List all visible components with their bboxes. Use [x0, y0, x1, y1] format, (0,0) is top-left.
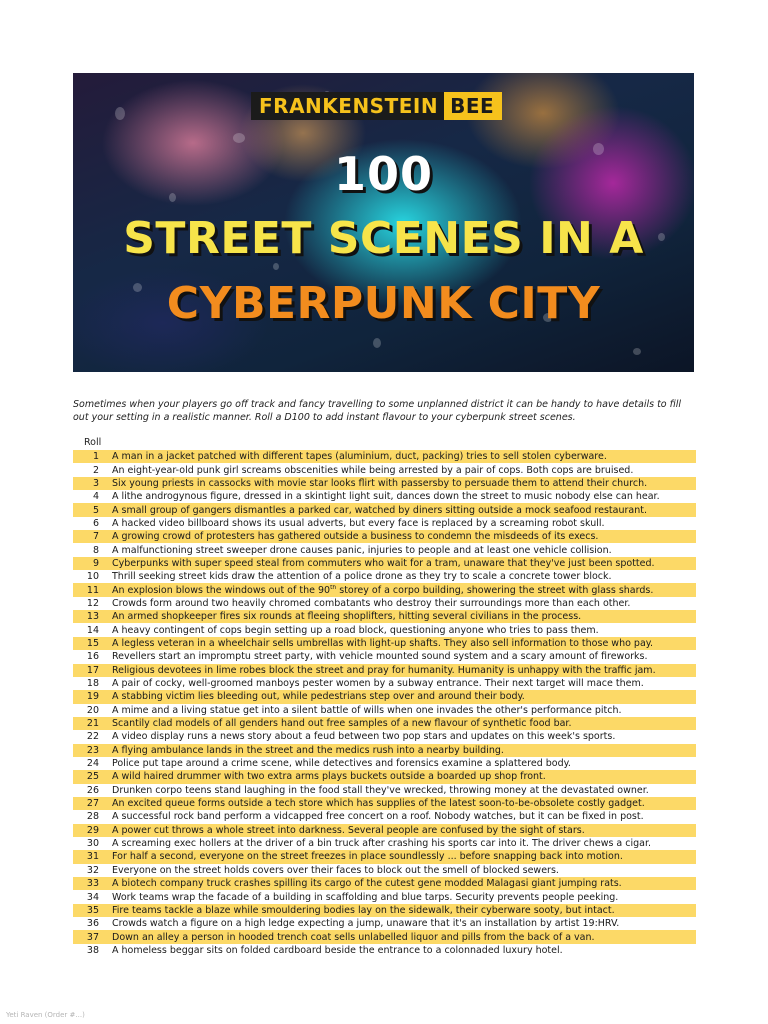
table-row — [73, 930, 696, 943]
table-row — [73, 730, 696, 743]
roll-number: 31 — [86, 851, 99, 863]
table-row — [73, 890, 696, 903]
table-row — [73, 517, 696, 530]
ordinal-suffix: th — [330, 584, 337, 591]
scene-description: Down an alley a person in hooded trench coat sells unlabelled liquor and pills from the back of a van. — [112, 931, 595, 943]
table-row — [73, 543, 696, 556]
scene-description: Crowds form around two heavily chromed combatants who destroy their surroundings more than each other. — [112, 597, 631, 609]
roll-number: 26 — [86, 784, 99, 796]
scene-description: Thrill seeking street kids draw the attention of a police drone as they try to scale a concrete tower block. — [112, 571, 612, 583]
table-row — [73, 797, 696, 810]
intro-paragraph: Sometimes when your players go off track and fancy travelling to some unplanned district it can be handy to have details to fill out your setting in a realistic manner. Roll a D100 to add instant flavour to your cyberpunk street scenes. — [73, 399, 682, 423]
brand-logo-right: BEE — [444, 92, 502, 120]
roll-number: 29 — [86, 824, 99, 836]
scene-description: Six young priests in cassocks with movie star looks flirt with passersby to persuade them to attend their church. — [112, 477, 648, 489]
roll-number: 10 — [86, 571, 99, 583]
raindrop — [233, 133, 245, 143]
scene-text-part: storey of a corpo building, showering the street with glass shards. — [336, 584, 654, 596]
scene-description: Everyone on the street holds covers over their faces to block out the smell of blocked sewers. — [112, 864, 559, 876]
scene-description: A lithe androgynous figure, dressed in a skintight light suit, dances down the street to music nobody else can hear. — [112, 491, 660, 503]
scene-description: A video display runs a news story about a feud between two pop stars and updates on this week's sports. — [112, 731, 616, 743]
scene-description: A flying ambulance lands in the street and the medics rush into a nearby building. — [112, 744, 504, 756]
roll-number: 9 — [92, 557, 99, 569]
brand-logo-left: FRANKENSTEIN — [251, 92, 444, 120]
roll-number: 24 — [86, 758, 99, 770]
table-row — [73, 824, 696, 837]
scene-description: Drunken corpo teens stand laughing in the food stall they've wrecked, throwing money at the devastated owner. — [112, 784, 649, 796]
roll-number: 12 — [86, 597, 99, 609]
table-row — [73, 757, 696, 770]
scene-description: An excited queue forms outside a tech store which has supplies of the latest soon-to-be-obsolete costly gadget. — [112, 798, 645, 810]
scene-description: Revellers start an impromptu street party, with vehicle mounted sound system and a scary amount of fireworks. — [112, 651, 648, 663]
scene-description: A screaming exec hollers at the driver of a bin truck after crashing his sports car into it. The driver chews a cigar. — [112, 838, 652, 850]
roll-number: 11 — [86, 584, 99, 596]
scene-description — [112, 585, 696, 596]
scene-description: A pair of cocky, well-groomed manboys pester women by a subway entrance. Their next target will mace them. — [112, 678, 644, 690]
roll-number: 7 — [92, 531, 99, 543]
scene-description: A mime and a living statue get into a silent battle of wills when one invades the other's performance pitch. — [112, 704, 622, 716]
table-row — [73, 450, 696, 463]
scene-description: A hacked video billboard shows its usual adverts, but every face is replaced by a screaming robot skull. — [112, 517, 605, 529]
table-row — [73, 477, 696, 490]
table-row — [73, 690, 696, 703]
scene-description: A heavy contingent of cops begin setting up a road block, questioning anyone who tries to pass them. — [112, 624, 599, 636]
scene-description: A wild haired drummer with two extra arms plays buckets outside a boarded up shop front. — [112, 771, 546, 783]
scene-description: An armed shopkeeper fires six rounds at fleeing shoplifters, hitting several civilians in the process. — [112, 611, 582, 623]
roll-number: 8 — [92, 544, 99, 556]
roll-number: 22 — [86, 731, 99, 743]
table-row — [73, 610, 696, 623]
scene-description: A legless veteran in a wheelchair sells umbrellas with light-up shafts. They also sell information to those who pay. — [112, 637, 654, 649]
scene-description: A power cut throws a whole street into darkness. Several people are confused by the sight of stars. — [112, 824, 585, 836]
roll-number: 36 — [86, 918, 99, 930]
roll-number: 15 — [86, 637, 99, 649]
cover-banner — [73, 73, 694, 372]
roll-number: 20 — [86, 704, 99, 716]
roll-number: 33 — [86, 878, 99, 890]
brand-logo — [251, 92, 502, 120]
roll-number: 37 — [86, 931, 99, 943]
scene-text-part: An explosion blows the windows out of the 90 — [112, 584, 331, 596]
roll-number: 13 — [86, 611, 99, 623]
raindrop — [273, 263, 279, 270]
scene-description: Cyberpunks with super speed steal from commuters who wait for a tram, unaware that they've just been spotted. — [112, 557, 655, 569]
scene-description: A homeless beggar sits on folded cardboard beside the entrance to a colonnaded luxury hotel. — [112, 944, 563, 956]
table-row — [73, 704, 696, 717]
table-row — [73, 717, 696, 730]
table-row — [73, 463, 696, 476]
roll-number: 3 — [92, 477, 99, 489]
table-row — [73, 664, 696, 677]
table-row — [73, 583, 696, 596]
table-row — [73, 784, 696, 797]
roll-number: 34 — [86, 891, 99, 903]
scene-description: A small group of gangers dismantles a parked car, watched by diners sitting outside a mock seafood restaurant. — [112, 504, 647, 516]
roll-number: 18 — [86, 678, 99, 690]
roll-number: 28 — [86, 811, 99, 823]
table-row — [73, 944, 696, 957]
scene-description: A growing crowd of protesters has gathered outside a business to condemn the misdeeds of its execs. — [112, 531, 599, 543]
roll-number: 14 — [86, 624, 99, 636]
scene-description: Fire teams tackle a blaze while smouldering bodies lay on the sidewalk, their cyberware sooty, but intact. — [112, 904, 615, 916]
scene-description: An eight-year-old punk girl screams obscenities while being arrested by a pair of cops. Both cops are bruised. — [112, 464, 634, 476]
roll-table — [73, 450, 696, 957]
table-row — [73, 744, 696, 757]
roll-number: 4 — [92, 491, 99, 503]
scene-description: Police put tape around a crime scene, while detectives and forensics examine a splattered body. — [112, 758, 571, 770]
scene-description: A malfunctioning street sweeper drone causes panic, injuries to people and at least one vehicle collision. — [112, 544, 612, 556]
roll-number: 6 — [92, 517, 99, 529]
table-row — [73, 770, 696, 783]
scene-description: Religious devotees in lime robes block the street and pray for humanity. Humanity is unhappy with the traffic jam. — [112, 664, 656, 676]
table-row — [73, 490, 696, 503]
table-row — [73, 837, 696, 850]
table-row — [73, 877, 696, 890]
roll-number: 16 — [86, 651, 99, 663]
roll-number: 38 — [86, 944, 99, 956]
scene-description: Scantily clad models of all genders hand out free samples of a new flavour of synthetic food bar. — [112, 718, 572, 730]
table-row — [73, 650, 696, 663]
roll-number: 19 — [86, 691, 99, 703]
raindrop — [373, 338, 381, 348]
roll-number: 17 — [86, 664, 99, 676]
table-row — [73, 637, 696, 650]
roll-column-header: Roll — [84, 437, 102, 448]
scene-description: For half a second, everyone on the street freezes in place soundlessly ... before snapping back into motion. — [112, 851, 623, 863]
scene-description: A stabbing victim lies bleeding out, while pedestrians step over and around their body. — [112, 691, 525, 703]
roll-number: 2 — [92, 464, 99, 476]
table-row — [73, 677, 696, 690]
table-row — [73, 864, 696, 877]
roll-number: 25 — [86, 771, 99, 783]
table-row — [73, 904, 696, 917]
table-row — [73, 530, 696, 543]
cover-title-line1: STREET SCENES IN A — [123, 213, 644, 264]
footer-watermark: Yeti Raven (Order #...) — [6, 1011, 85, 1019]
table-row — [73, 810, 696, 823]
roll-number: 5 — [92, 504, 99, 516]
table-row — [73, 503, 696, 516]
scene-description: A man in a jacket patched with different tapes (aluminium, duct, packing) tries to sell stolen cyberware. — [112, 451, 607, 463]
roll-number: 1 — [92, 451, 99, 463]
roll-number: 21 — [86, 718, 99, 730]
roll-number: 30 — [86, 838, 99, 850]
roll-number: 35 — [86, 904, 99, 916]
scene-description: Crowds watch a figure on a high ledge expecting a jump, unaware that it's an installation by artist 19:HRV. — [112, 918, 620, 930]
roll-number: 32 — [86, 864, 99, 876]
cover-title-line2: CYBERPUNK CITY — [166, 278, 601, 329]
roll-number: 23 — [86, 744, 99, 756]
table-row — [73, 557, 696, 570]
raindrop — [633, 348, 641, 355]
table-row — [73, 597, 696, 610]
scene-description: A biotech company truck crashes spilling its cargo of the cutest gene modded Malagasi giant jumping rats. — [112, 878, 622, 890]
raindrop — [115, 107, 125, 120]
cover-number: 100 — [333, 147, 434, 201]
table-row — [73, 570, 696, 583]
scene-description: Work teams wrap the facade of a building in scaffolding and blue tarps. Security prevents people peeking. — [112, 891, 619, 903]
scene-description: A successful rock band perform a vidcapped free concert on a roof. Nobody watches, but it can be fixed in post. — [112, 811, 644, 823]
table-row — [73, 917, 696, 930]
table-row — [73, 850, 696, 863]
table-row — [73, 623, 696, 636]
roll-number: 27 — [86, 798, 99, 810]
